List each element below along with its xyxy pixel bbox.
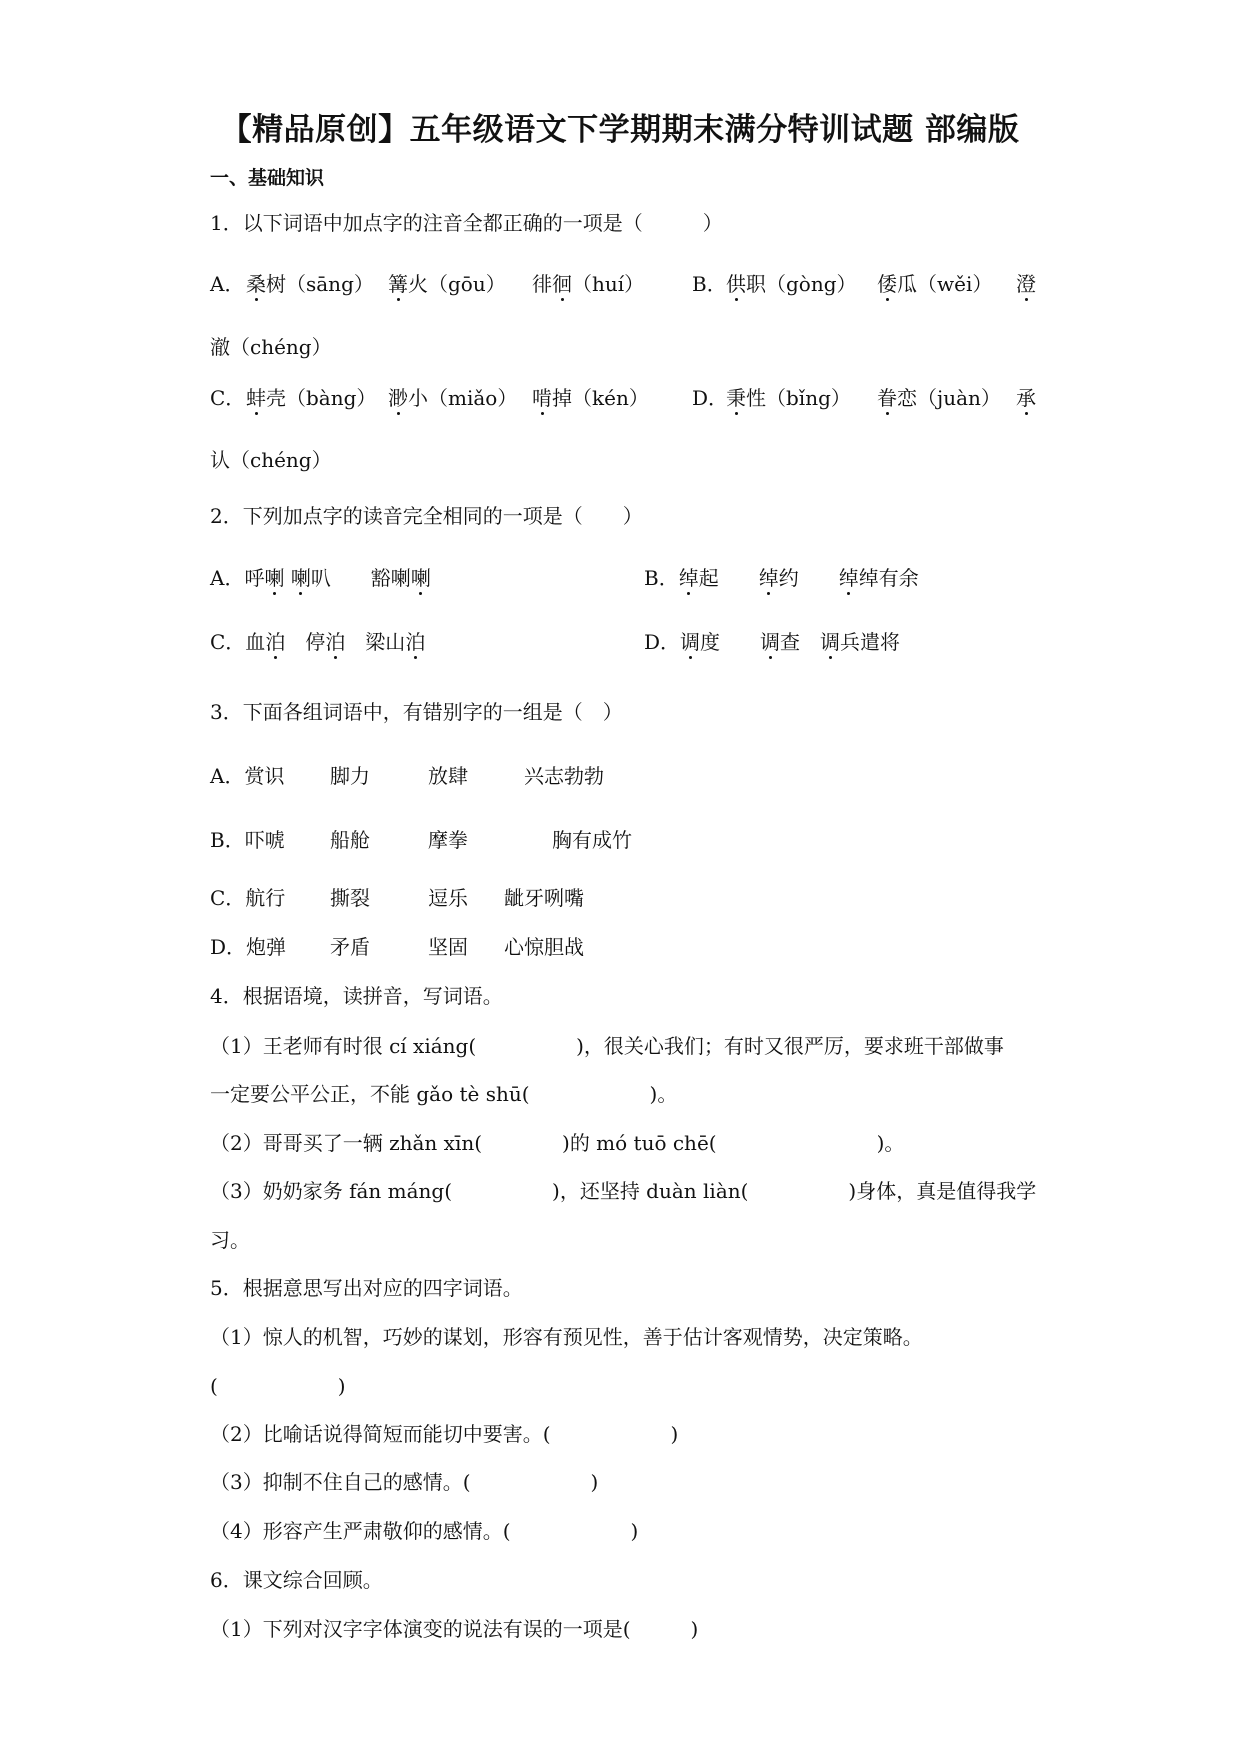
page-title: 【精品原创】五年级语文下学期期末满分特训试题 部编版 — [220, 112, 1020, 148]
q5-line-2: ( ) — [210, 1374, 346, 1398]
question-4-stem: 4．根据语境，读拼音，写词语。 — [210, 984, 503, 1008]
q3-c-2: 撕裂 — [330, 886, 370, 910]
question-1-option-b-label: B． — [692, 272, 727, 296]
question-2-option-b: B．绰起 绰约 绰绰有余 — [644, 566, 919, 590]
q3-a-3: 放肆 — [428, 764, 468, 788]
q1-c-word-2: 渺小（miǎo） — [388, 386, 518, 410]
question-1-option-d-label: D． — [692, 386, 729, 410]
q3-d-1: D．炮弹 — [210, 935, 287, 959]
q3-b-1: B．吓唬 — [210, 828, 285, 852]
question-2-stem: 2．下列加点字的读音完全相同的一项是（ ） — [210, 504, 643, 528]
q1-b-word-2: 倭瓜（wěi） — [877, 272, 993, 296]
q3-c-3: 逗乐 — [428, 886, 468, 910]
q1-d-word-1: 秉性（bǐng） — [726, 386, 851, 410]
q5-line-1: （1）惊人的机智，巧妙的谋划，形容有预见性，善于估计客观情势，决定策略。 — [210, 1325, 923, 1349]
q1-a-word-2: 篝火（gōu） — [388, 272, 506, 296]
q5-line-4: （3）抑制不住自己的感情。( ) — [210, 1470, 599, 1494]
q6-line-1: （1）下列对汉字字体演变的说法有误的一项是( ) — [210, 1617, 699, 1641]
q3-d-2: 矛盾 — [330, 935, 370, 959]
question-6-stem: 6．课文综合回顾。 — [210, 1568, 383, 1592]
q1-b-word-3-head: 澄 — [1016, 272, 1036, 296]
q3-c-1: C．航行 — [210, 886, 286, 910]
q1-b-word-3-tail: 澈（chéng） — [210, 335, 332, 359]
question-2-option-c: C．血泊 停泊 梁山泊 — [210, 630, 426, 654]
q4-line-3: （2）哥哥买了一辆 zhǎn xīn( )的 mó tuō chē( )。 — [210, 1131, 905, 1155]
q3-d-3: 坚固 — [428, 935, 468, 959]
question-5-stem: 5．根据意思写出对应的四字词语。 — [210, 1276, 523, 1300]
question-1-option-a: A． — [210, 272, 245, 296]
question-2-option-d: D．调度 调查 调兵遣将 — [644, 630, 901, 654]
q1-c-word-1: 蚌壳（bàng） — [246, 386, 377, 410]
q1-d-word-2: 眷恋（juàn） — [877, 386, 1001, 410]
q4-line-2: 一定要公平公正，不能 gǎo tè shū( )。 — [210, 1082, 678, 1106]
q3-a-1: A．赏识 — [210, 764, 285, 788]
q1-b-word-1: 供职（gòng） — [726, 272, 857, 296]
q3-b-2: 船舱 — [330, 828, 370, 852]
q3-b-4: 胸有成竹 — [552, 828, 632, 852]
q1-a-word-3: 徘徊（huí） — [532, 272, 645, 296]
q3-b-3: 摩拳 — [428, 828, 468, 852]
q1-c-word-3: 啃掉（kén） — [532, 386, 649, 410]
question-3-stem: 3．下面各组词语中，有错别字的一组是（ ） — [210, 700, 623, 724]
q1-a-word-1: 桑树（sāng） — [246, 272, 374, 296]
q1-d-word-3-head: 承 — [1016, 386, 1036, 410]
q4-line-5: 习。 — [210, 1228, 250, 1252]
question-1-stem: 1．以下词语中加点字的注音全都正确的一项是（ ） — [210, 211, 723, 235]
section-heading: 一、基础知识 — [210, 167, 325, 189]
q3-a-4: 兴志勃勃 — [524, 764, 604, 788]
q5-line-5: （4）形容产生严肃敬仰的感情。( ) — [210, 1519, 639, 1543]
question-1-option-c-label: C． — [210, 386, 246, 410]
q1-d-word-3-tail: 认（chéng） — [210, 448, 332, 472]
q3-c-4: 龇牙咧嘴 — [504, 886, 584, 910]
q5-line-3: （2）比喻话说得简短而能切中要害。( ) — [210, 1422, 679, 1446]
q3-a-2: 脚力 — [330, 764, 370, 788]
q3-d-4: 心惊胆战 — [504, 935, 584, 959]
q4-line-1: （1）王老师有时很 cí xiáng( )，很关心我们；有时又很严厉，要求班干部做事 — [210, 1034, 1004, 1058]
question-2-option-a: A．呼喇 喇叭 豁喇喇 — [210, 566, 431, 590]
q4-line-4: （3）奶奶家务 fán máng( )，还坚持 duàn liàn( )身体，真是值得我学 — [210, 1179, 1037, 1203]
